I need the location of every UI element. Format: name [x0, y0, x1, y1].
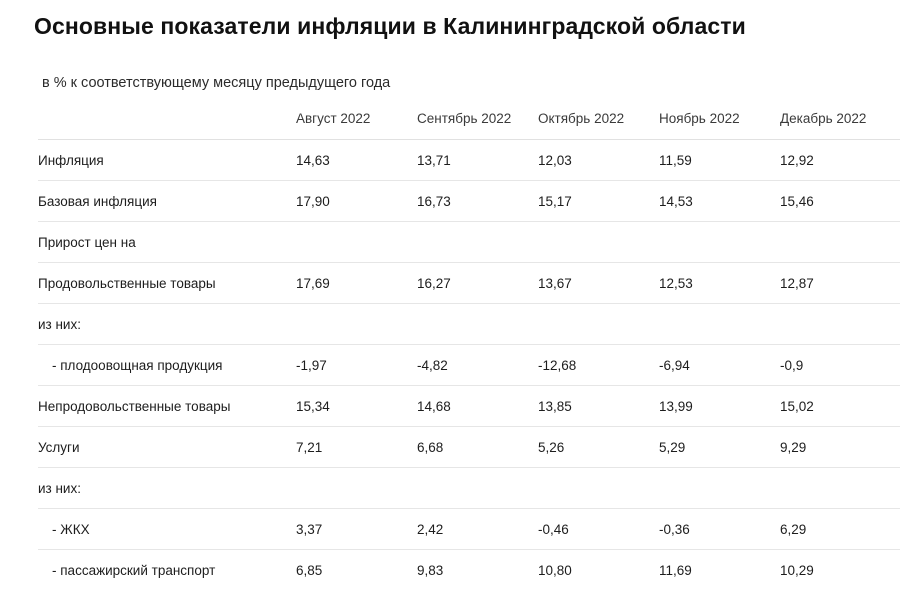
table-row [38, 508, 900, 549]
table-header [38, 111, 900, 140]
table-row [38, 467, 900, 508]
row-value: 12,03 [538, 139, 659, 180]
row-value: -4,82 [417, 344, 538, 385]
page-subtitle: в % к соответствующему месяцу предыдущего года [42, 74, 391, 91]
row-label: Прирост цен на [38, 221, 296, 262]
row-value: -0,9 [780, 344, 900, 385]
row-value [417, 303, 538, 344]
row-value [659, 303, 780, 344]
row-value: 11,69 [659, 549, 780, 590]
column-header-october: Октябрь 2022 [538, 110, 625, 126]
column-header-december: Декабрь 2022 [780, 110, 867, 126]
row-value [538, 303, 659, 344]
row-value: 17,69 [296, 262, 417, 303]
row-value: -0,36 [659, 508, 780, 549]
row-value: -0,46 [538, 508, 659, 549]
row-label: Продовольственные товары [38, 262, 296, 303]
row-value: 5,29 [659, 426, 780, 467]
row-value [780, 467, 900, 508]
row-value: 14,63 [296, 139, 417, 180]
row-value: 2,42 [417, 508, 538, 549]
row-value: 5,26 [538, 426, 659, 467]
row-value [417, 221, 538, 262]
table-header-row [38, 111, 900, 140]
row-value: 16,73 [417, 180, 538, 221]
table-row [38, 262, 900, 303]
row-value: 16,27 [417, 262, 538, 303]
row-label: - пассажирский транспорт [38, 549, 296, 590]
row-value: 13,99 [659, 385, 780, 426]
column-header-august: Август 2022 [296, 110, 371, 126]
page-title: Основные показатели инфляции в Калининградской области [34, 13, 746, 39]
table-row [38, 139, 900, 180]
row-value: 14,68 [417, 385, 538, 426]
row-label: - ЖКХ [38, 508, 296, 549]
column-header-november: Ноябрь 2022 [659, 110, 740, 126]
column-header-september: Сентябрь 2022 [417, 110, 512, 126]
row-value: 6,29 [780, 508, 900, 549]
row-value: 13,85 [538, 385, 659, 426]
row-value: 13,71 [417, 139, 538, 180]
row-value: 6,68 [417, 426, 538, 467]
row-label: - плодоовощная продукция [38, 344, 296, 385]
table-body [38, 139, 900, 590]
row-value [296, 467, 417, 508]
column-header-label [38, 111, 296, 140]
row-value: 13,67 [538, 262, 659, 303]
row-value [780, 303, 900, 344]
row-value: 10,80 [538, 549, 659, 590]
row-value: 17,90 [296, 180, 417, 221]
row-value: 9,29 [780, 426, 900, 467]
row-value: 15,17 [538, 180, 659, 221]
row-value: 15,46 [780, 180, 900, 221]
table-row [38, 426, 900, 467]
row-value [538, 221, 659, 262]
table-row [38, 344, 900, 385]
table-row [38, 303, 900, 344]
row-label: из них: [38, 303, 296, 344]
row-value: 7,21 [296, 426, 417, 467]
inflation-table [38, 111, 900, 590]
row-value: -1,97 [296, 344, 417, 385]
table-row [38, 180, 900, 221]
row-value [296, 303, 417, 344]
table-row [38, 549, 900, 590]
row-value [659, 467, 780, 508]
row-label: Базовая инфляция [38, 180, 296, 221]
row-value: 11,59 [659, 139, 780, 180]
row-value: 12,92 [780, 139, 900, 180]
table-row [38, 385, 900, 426]
row-value: 3,37 [296, 508, 417, 549]
row-value [296, 221, 417, 262]
row-value: 12,53 [659, 262, 780, 303]
row-value [780, 221, 900, 262]
row-value [659, 221, 780, 262]
row-label: Услуги [38, 426, 296, 467]
row-value: 15,34 [296, 385, 417, 426]
row-value [417, 467, 538, 508]
row-value [538, 467, 659, 508]
row-value: 9,83 [417, 549, 538, 590]
row-value: 12,87 [780, 262, 900, 303]
row-value: -6,94 [659, 344, 780, 385]
row-value: -12,68 [538, 344, 659, 385]
row-value: 14,53 [659, 180, 780, 221]
row-label: Инфляция [38, 139, 296, 180]
row-value: 10,29 [780, 549, 900, 590]
table-row [38, 221, 900, 262]
row-label: Непродовольственные товары [38, 385, 296, 426]
row-value: 15,02 [780, 385, 900, 426]
row-value: 6,85 [296, 549, 417, 590]
row-label: из них: [38, 467, 296, 508]
